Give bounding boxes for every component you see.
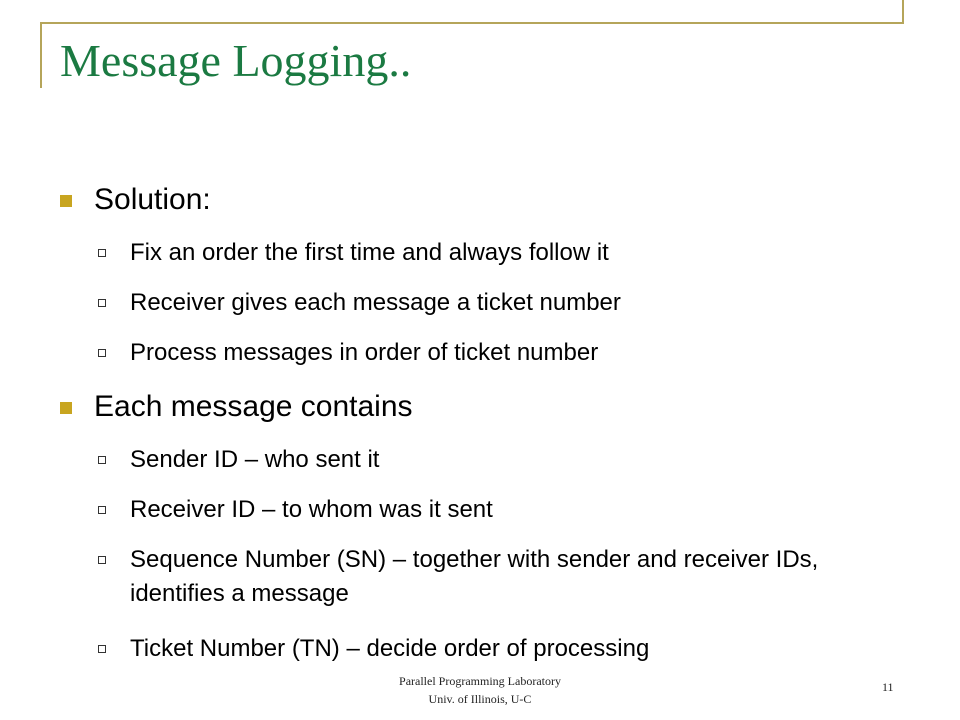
sub-bullet — [130, 632, 890, 666]
bullet-solution — [94, 183, 211, 217]
page-number: 11 — [882, 680, 894, 694]
hollow-square-bullet-icon — [98, 645, 106, 653]
sub-bullet-text: Fix an order the first time and always follow it — [130, 239, 609, 266]
bullet-label: Solution: — [94, 183, 211, 216]
hollow-square-bullet-icon — [98, 456, 106, 464]
footer-line-lab: Parallel Programming Laboratory — [399, 674, 561, 688]
sub-bullet — [130, 493, 890, 527]
square-bullet-icon — [60, 195, 72, 207]
sub-bullet-text: Process messages in order of ticket number — [130, 339, 599, 366]
hollow-square-bullet-icon — [98, 299, 106, 307]
sub-bullet — [130, 286, 890, 320]
sub-bullet — [130, 236, 890, 270]
sub-bullet — [130, 336, 890, 370]
sub-bullet-text: Receiver ID – to whom was it sent — [130, 496, 493, 523]
sub-bullet-text: Receiver gives each message a ticket number — [130, 289, 621, 316]
hollow-square-bullet-icon — [98, 349, 106, 357]
footer-credit — [330, 672, 630, 708]
sub-bullet — [130, 443, 890, 477]
hollow-square-bullet-icon — [98, 249, 106, 257]
square-bullet-icon — [60, 402, 72, 414]
sub-bullet — [130, 543, 890, 611]
bullet-each-message — [94, 390, 413, 424]
footer-line-univ: Univ. of Illinois, U-C — [428, 692, 532, 706]
hollow-square-bullet-icon — [98, 506, 106, 514]
bullet-label: Each message contains — [94, 390, 413, 423]
sub-bullet-text: Sequence Number (SN) – together with sender and receiver IDs, identifies a message — [130, 546, 819, 607]
sub-bullet-text: Sender ID – who sent it — [130, 446, 380, 473]
hollow-square-bullet-icon — [98, 556, 106, 564]
sub-bullet-text: Ticket Number (TN) – decide order of processing — [130, 635, 650, 662]
slide-title: Message Logging.. — [60, 35, 412, 86]
